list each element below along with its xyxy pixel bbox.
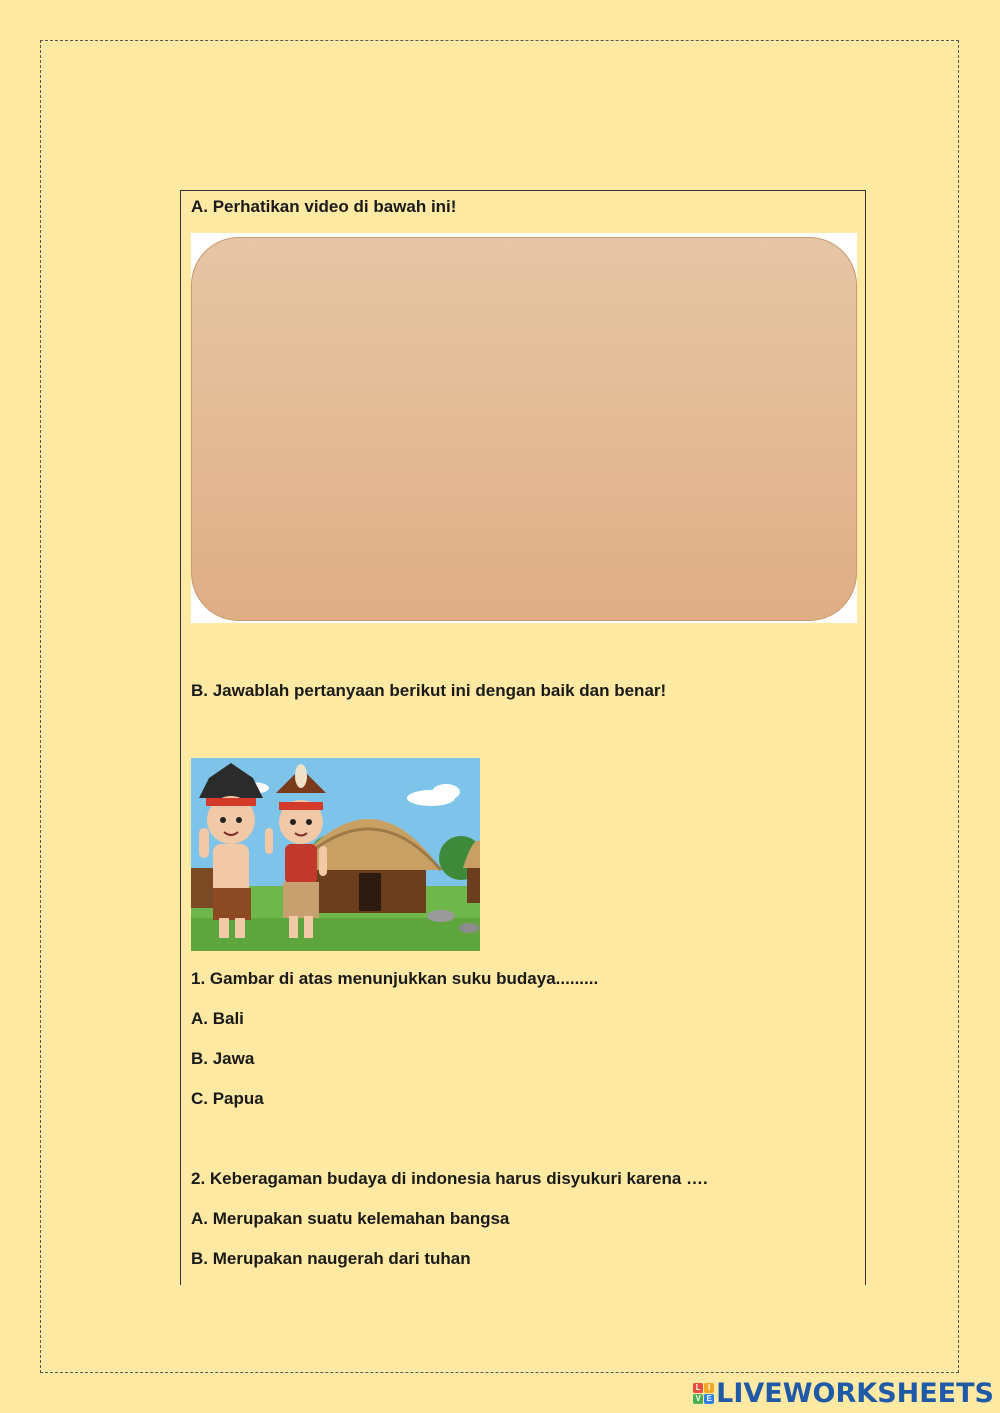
brand-logo-icon: L I V E (693, 1383, 714, 1404)
brand-name: LIVEWORKSHEETS (716, 1378, 994, 1409)
question-2-prompt: 2. Keberagaman budaya di indonesia harus disyukuri karena …. (191, 1169, 708, 1188)
video-placeholder[interactable] (191, 237, 857, 621)
question-1-prompt: 1. Gambar di atas menunjukkan suku budaya......... (191, 969, 599, 988)
papua-children-illustration (191, 758, 480, 951)
worksheet-content (180, 190, 866, 1285)
section-b-heading: B. Jawablah pertanyaan berikut ini dengan baik dan benar! (191, 681, 667, 700)
liveworksheets-logo (693, 1378, 994, 1409)
section-a-heading: A. Perhatikan video di bawah ini! (191, 197, 457, 216)
question-2-option-a[interactable]: A. Merupakan suatu kelemahan bangsa (191, 1209, 510, 1228)
question-1-option-a[interactable]: A. Bali (191, 1009, 244, 1028)
question-2-option-b[interactable]: B. Merupakan naugerah dari tuhan (191, 1249, 471, 1268)
question-1-option-c[interactable]: C. Papua (191, 1089, 264, 1108)
video-embed[interactable] (191, 233, 857, 623)
question-1-option-b[interactable]: B. Jawa (191, 1049, 255, 1068)
